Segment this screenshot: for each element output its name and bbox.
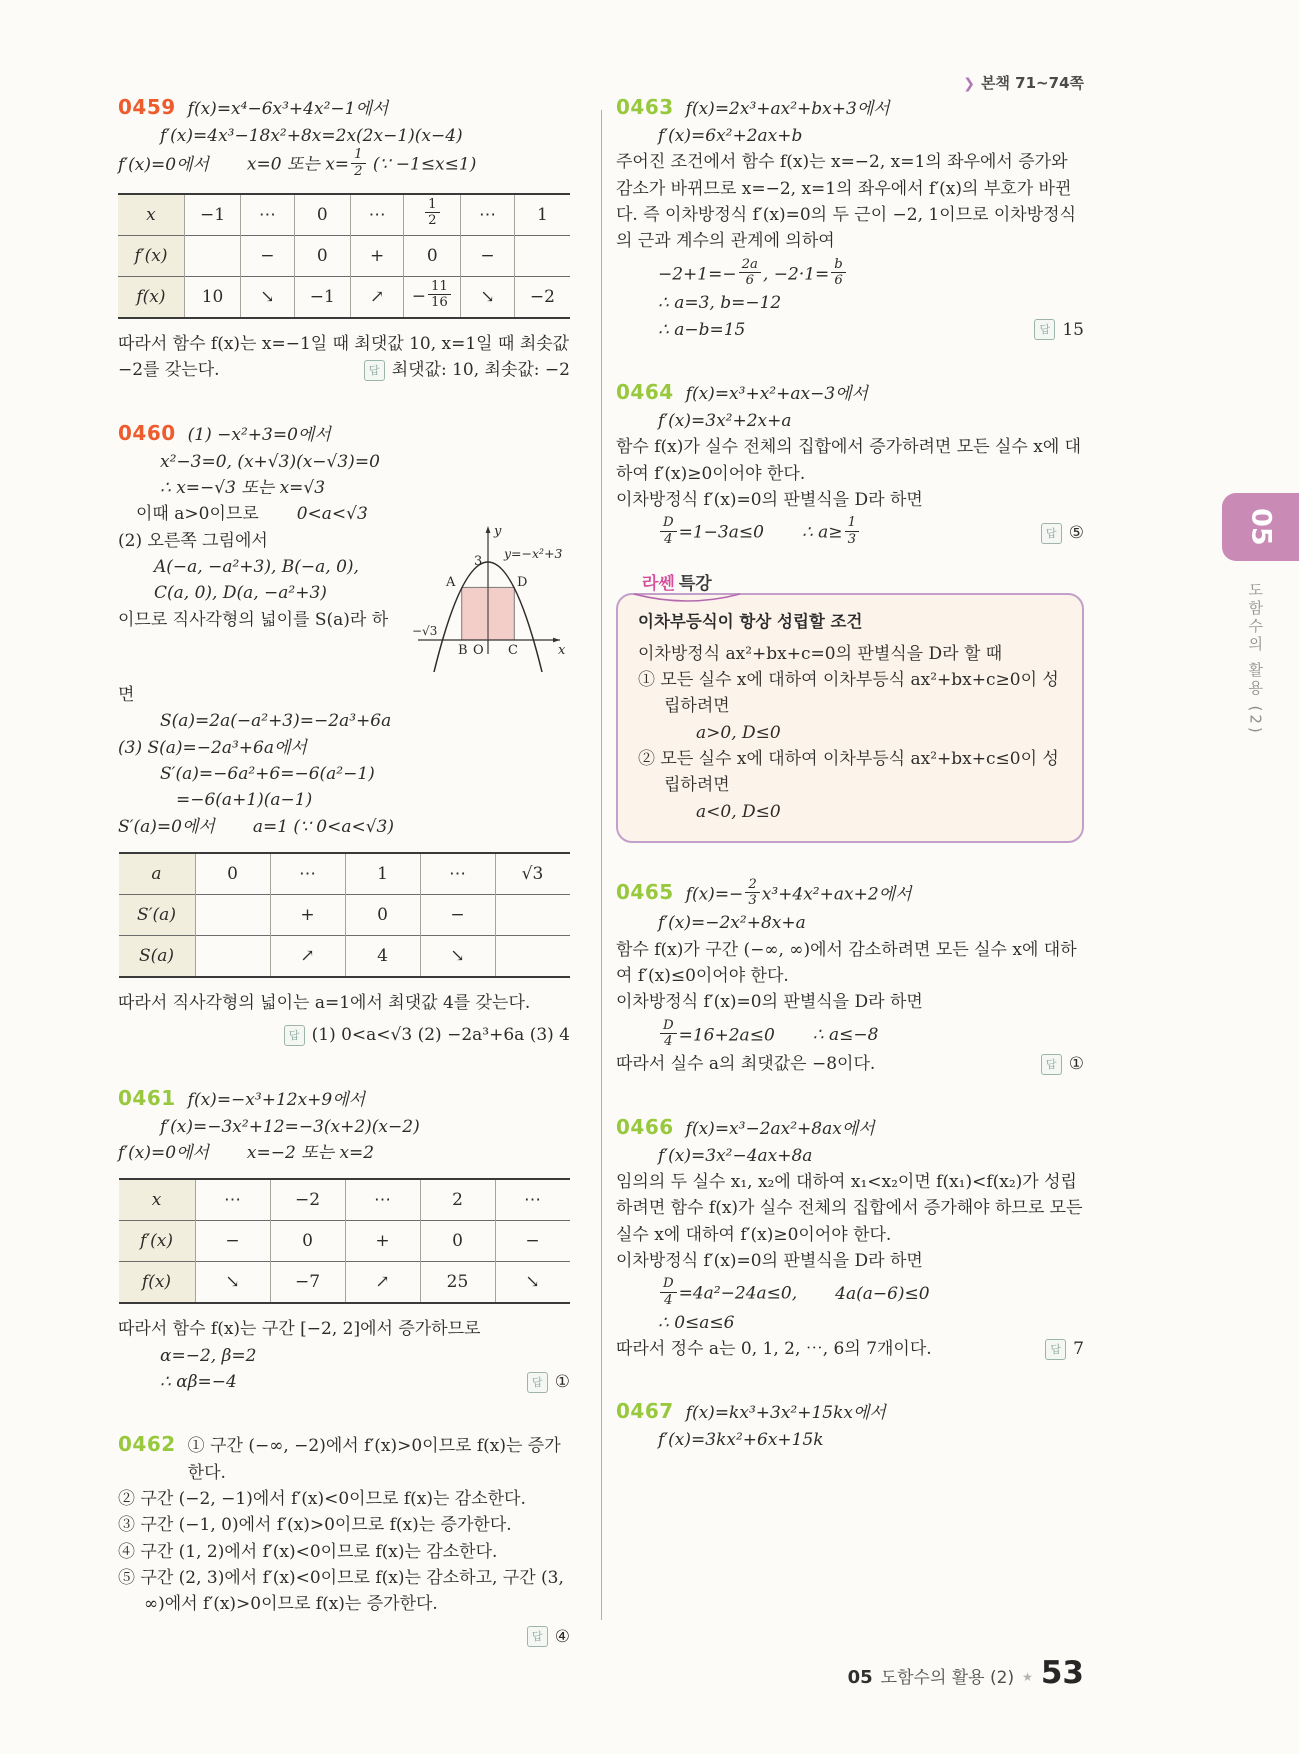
table-cell: ⋯ bbox=[195, 1179, 270, 1221]
table-row-header: S(a) bbox=[119, 935, 196, 977]
table-cell: −2 bbox=[270, 1179, 345, 1221]
paragraph: 이차방정식 f′(x)=0의 판별식을 D라 하면 bbox=[616, 489, 923, 510]
table-row-header: S′(a) bbox=[119, 894, 196, 935]
table-cell: 0 bbox=[404, 235, 461, 276]
table-cell: 0 bbox=[420, 1221, 495, 1262]
answer bbox=[118, 1022, 570, 1048]
footer-chapter-title: 도함수의 활용 (2) bbox=[880, 1668, 1015, 1688]
table-cell bbox=[514, 235, 570, 276]
problem-0463 bbox=[616, 92, 1084, 343]
text-line: 이때 a>0이므로 bbox=[136, 504, 259, 525]
fraction: $\frac{b}{6}$ bbox=[831, 257, 845, 289]
table-cell: − $\frac{11}{16}$ bbox=[404, 276, 461, 318]
fraction: $\frac{2a}{6}$ bbox=[739, 257, 761, 289]
table-cell: ⋯ bbox=[241, 194, 295, 236]
table-cell: − bbox=[495, 1221, 570, 1262]
footer-chapter-number: 05 bbox=[847, 1667, 873, 1688]
fig-point-B: B bbox=[458, 642, 468, 658]
table-cell: 0 bbox=[294, 194, 350, 236]
math-line: ∴ 0≤a≤6 bbox=[658, 1312, 735, 1333]
answer bbox=[118, 1624, 570, 1650]
math-line: −2+1=− $\frac{2a}{6}$ , −2·1= $\frac{b}{6}$ bbox=[658, 259, 1084, 291]
table-cell: ⋯ bbox=[350, 194, 404, 236]
answer-icon: 답 bbox=[1045, 1339, 1066, 1360]
box-line: ② 모든 실수 x에 대하여 이차부등식 ax²+bx+c≤0이 성립하려면 bbox=[638, 749, 1059, 796]
star-icon: ★ bbox=[1022, 1670, 1033, 1684]
answer-value: (1) 0<a<√3 (2) −2a³+6a (3) 4 bbox=[311, 1025, 570, 1046]
math-line: f(x)=− $\frac{2}{3}$ x³+4x²+ax+2에서 bbox=[685, 876, 912, 909]
table-cell: 4 bbox=[345, 935, 420, 977]
math-line: f′(x)=0에서 bbox=[118, 154, 209, 175]
math-line: f(x)=−x³+12x+9에서 bbox=[187, 1089, 366, 1110]
answer-icon: 답 bbox=[1041, 1054, 1062, 1075]
right-column bbox=[616, 92, 1084, 1454]
math-line: ∴ a≥ $\frac{1}{3}$ bbox=[802, 517, 861, 549]
fraction: $\frac{D}{4}$ bbox=[660, 515, 677, 547]
answer bbox=[1041, 1051, 1084, 1077]
math-line: A(−a, −a²+3), B(−a, 0), bbox=[154, 556, 359, 577]
table-row bbox=[118, 194, 570, 236]
table-cell: ↗ bbox=[270, 935, 345, 977]
math-line: f′(x)=6x²+2ax+b bbox=[658, 126, 803, 146]
special-lecture-label bbox=[642, 571, 712, 597]
math-line: a>0, D≤0 bbox=[696, 722, 781, 743]
math-line: (3) S(a)=−2a³+6a에서 bbox=[118, 737, 307, 758]
choice-line: ① 구간 (−∞, −2)에서 f′(x)>0이므로 f(x)는 증가한다. bbox=[187, 1436, 561, 1483]
math-line: f′(x)=3kx²+6x+15k bbox=[658, 1430, 824, 1451]
table-cell: 1 bbox=[345, 853, 420, 895]
box-title: 이차부등식이 항상 성립할 조건 bbox=[638, 612, 863, 632]
problem-number: 0466 bbox=[616, 1114, 674, 1139]
math-line: f′(x)=3x²+2x+a bbox=[658, 410, 792, 431]
table-row bbox=[118, 276, 570, 318]
table-cell: √3 bbox=[495, 853, 570, 895]
math-line: f(x)=2x³+ax²+bx+3에서 bbox=[685, 99, 890, 119]
problem-number: 0464 bbox=[616, 379, 674, 404]
answer bbox=[1041, 520, 1084, 546]
text-line: 이므로 직사각형의 넓이를 S(a)라 하 bbox=[118, 609, 389, 630]
x-axis-arrow bbox=[553, 637, 560, 642]
table-cell: ↘ bbox=[241, 276, 295, 318]
problem-0460 bbox=[118, 418, 570, 1049]
page-footer bbox=[616, 1655, 1084, 1692]
table-cell: 0 bbox=[270, 1221, 345, 1262]
table-cell: ↗ bbox=[350, 276, 404, 318]
fraction: $\frac{D}{4}$ bbox=[660, 1018, 677, 1050]
chapter-number: 05 bbox=[1245, 508, 1277, 546]
table-cell: ⋯ bbox=[461, 194, 515, 236]
table-cell: ⋯ bbox=[420, 853, 495, 895]
problem-number: 0459 bbox=[118, 95, 176, 119]
table-row bbox=[119, 935, 570, 977]
math-line: a=1 (∵ 0<a<√3) bbox=[252, 816, 394, 837]
table-cell bbox=[195, 935, 270, 977]
math-line: S(a)=2a(−a²+3)=−2a³+6a bbox=[160, 711, 392, 732]
math-line: f′(x)=−3x²+12=−3(x+2)(x−2) bbox=[160, 1116, 420, 1137]
answer-icon: 답 bbox=[527, 1626, 548, 1647]
fig-neg-sqrt3: −√3 bbox=[412, 623, 438, 638]
table-cell bbox=[184, 235, 240, 276]
choice-line: ④ 구간 (1, 2)에서 f′(x)<0이므로 f(x)는 감소한다. bbox=[118, 1541, 498, 1562]
math-line: x=−2 또는 x=2 bbox=[246, 1143, 375, 1163]
table-cell: −2 bbox=[514, 276, 570, 318]
table-cell: 0 bbox=[294, 235, 350, 276]
fraction: $\frac{1}{2}$ bbox=[425, 197, 439, 229]
table-cell bbox=[404, 194, 461, 236]
table-cell: ⋯ bbox=[345, 1179, 420, 1221]
problem-0464 bbox=[616, 377, 1084, 843]
fig-y-intercept: 3 bbox=[474, 553, 483, 569]
math-line: $\frac{D}{4}$ =4a²−24a≤0, bbox=[658, 1278, 797, 1310]
table-cell: −1 bbox=[184, 194, 240, 236]
fraction: $\frac{11}{16}$ bbox=[428, 279, 451, 311]
problem-0466 bbox=[616, 1112, 1084, 1363]
math-line: (1) −x²+3=0에서 bbox=[187, 424, 331, 445]
math-line: 4a(a−6)≤0 bbox=[835, 1283, 930, 1304]
problem-0467 bbox=[616, 1396, 1084, 1453]
fraction: $\frac{D}{4}$ bbox=[660, 1276, 677, 1308]
table-row bbox=[119, 1221, 570, 1262]
paragraph: 임의의 두 실수 x₁, x₂에 대하여 x₁<x₂이면 f(x₁)<f(x₂)가 성립하려면 함수 f(x)가 실수 전체의 집합에서 증가해야 하므로 모든 실수 x에 대하여 f′(x)≥0이어야 한다. bbox=[616, 1171, 1083, 1245]
chapter-side-tab bbox=[1222, 493, 1299, 561]
answer-icon: 답 bbox=[527, 1372, 548, 1393]
table-cell: ↘ bbox=[420, 935, 495, 977]
fraction: $\frac{1}{2}$ bbox=[351, 147, 365, 179]
answer-value: 7 bbox=[1073, 1339, 1084, 1360]
answer-icon: 답 bbox=[1034, 319, 1055, 340]
chapter-side-title: 도함수의 활용 (2) bbox=[1246, 582, 1265, 736]
answer-value: ① bbox=[554, 1372, 570, 1393]
table-cell: − bbox=[420, 894, 495, 935]
math-line: =−6(a+1)(a−1) bbox=[176, 790, 313, 811]
text-line: 따라서 함수 f(x)는 구간 [−2, 2]에서 증가하므로 bbox=[118, 1319, 481, 1340]
math-line: α=−2, β=2 bbox=[160, 1345, 257, 1366]
answer-icon: 답 bbox=[1041, 523, 1062, 544]
math-line: f(x)=kx³+3x²+15kx에서 bbox=[685, 1403, 886, 1424]
table-cell: ↘ bbox=[195, 1262, 270, 1304]
problem-number: 0465 bbox=[616, 880, 674, 905]
table-row-header: f′(x) bbox=[118, 235, 184, 276]
table-cell: + bbox=[345, 1221, 420, 1262]
math-line: a<0, D≤0 bbox=[696, 801, 781, 822]
answer bbox=[527, 1369, 570, 1395]
math-line: x=0 또는 x= $\frac{1}{2}$ (∵ −1≤x≤1) bbox=[246, 147, 477, 179]
table-cell: −1 bbox=[294, 276, 350, 318]
paragraph: 이차방정식 f′(x)=0의 판별식을 D라 하면 bbox=[616, 1250, 923, 1271]
table-row bbox=[119, 853, 570, 895]
table-cell: + bbox=[350, 235, 404, 276]
math-line: x²−3=0, (x+√3)(x−√3)=0 bbox=[160, 451, 380, 472]
table-cell bbox=[195, 894, 270, 935]
problem-0459 bbox=[118, 92, 570, 384]
problem-number: 0467 bbox=[616, 1399, 674, 1424]
answer-value: ⑤ bbox=[1068, 522, 1084, 543]
answer-value: ① bbox=[1068, 1054, 1084, 1075]
table-cell bbox=[495, 935, 570, 977]
answer-value: 15 bbox=[1062, 319, 1084, 340]
increase-decrease-table bbox=[119, 852, 570, 978]
math-line: ∴ a≤−8 bbox=[812, 1025, 879, 1046]
problem-0461 bbox=[118, 1083, 570, 1396]
problem-number: 0461 bbox=[118, 1085, 176, 1110]
problem-0465 bbox=[616, 877, 1084, 1077]
table-row-header: a bbox=[119, 853, 196, 895]
fig-point-A: A bbox=[446, 574, 456, 590]
choice-line: ③ 구간 (−1, 0)에서 f′(x)>0이므로 f(x)는 증가한다. bbox=[118, 1515, 512, 1536]
increase-decrease-table bbox=[119, 1178, 570, 1304]
table-cell: + bbox=[270, 894, 345, 935]
table-cell: −7 bbox=[270, 1262, 345, 1304]
parabola-rectangle-figure bbox=[410, 522, 570, 682]
table-cell: − bbox=[461, 235, 515, 276]
text-line: (2) 오른쪽 그림에서 bbox=[118, 530, 268, 551]
math-line: ∴ a−b=15 bbox=[658, 319, 746, 340]
table-cell: 2 bbox=[420, 1179, 495, 1221]
box-line: ① 모든 실수 x에 대하여 이차부등식 ax²+bx+c≥0이 성립하려면 bbox=[638, 670, 1059, 717]
paragraph: 함수 f(x)가 구간 (−∞, ∞)에서 감소하려면 모든 실수 x에 대하여 f′(x)≤0이어야 한다. bbox=[616, 939, 1077, 987]
table-row bbox=[119, 1179, 570, 1221]
fig-y-label: y bbox=[494, 523, 502, 539]
answer bbox=[1045, 1336, 1084, 1362]
table-cell: ⋯ bbox=[495, 1179, 570, 1221]
table-row-header: x bbox=[118, 194, 184, 236]
math-line: S′(a)=0에서 bbox=[118, 816, 215, 837]
math-line: $\frac{D}{4}$ =16+2a≤0 bbox=[658, 1020, 775, 1052]
math-line: S′(a)=−6a²+6=−6(a²−1) bbox=[160, 763, 375, 784]
table-cell: 10 bbox=[184, 276, 240, 318]
math-line: f(x)=x³+x²+ax−3에서 bbox=[685, 383, 868, 404]
fig-x-label: x bbox=[558, 642, 566, 658]
table-cell: ↘ bbox=[495, 1262, 570, 1304]
special-lecture-box bbox=[616, 571, 1084, 843]
table-row-header: f′(x) bbox=[119, 1221, 196, 1262]
page-number: 53 bbox=[1040, 1655, 1084, 1691]
text-line: −2를 갖는다. bbox=[118, 360, 220, 381]
problem-0462 bbox=[118, 1429, 570, 1650]
table-row-header: x bbox=[119, 1179, 196, 1221]
fraction: $\frac{2}{3}$ bbox=[745, 877, 759, 909]
y-axis-arrow bbox=[486, 526, 491, 533]
text-line: 따라서 정수 a는 0, 1, 2, ⋯, 6의 7개이다. bbox=[616, 1339, 932, 1360]
table-row bbox=[119, 894, 570, 935]
text-line: 면 bbox=[118, 684, 135, 705]
math-line: f′(x)=4x³−18x²+8x=2x(2x−1)(x−4) bbox=[160, 126, 463, 146]
table-cell: − bbox=[241, 235, 295, 276]
fig-point-D: D bbox=[517, 574, 528, 590]
problem-number: 0463 bbox=[616, 95, 674, 119]
math-line: $\frac{D}{4}$ =1−3a≤0 bbox=[658, 517, 764, 549]
math-line: 0<a<√3 bbox=[296, 504, 368, 525]
table-row bbox=[119, 1262, 570, 1304]
swoosh-underline bbox=[632, 592, 742, 606]
choice-line: ② 구간 (−2, −1)에서 f′(x)<0이므로 f(x)는 감소한다. bbox=[118, 1489, 526, 1510]
table-row bbox=[118, 235, 570, 276]
answer bbox=[1034, 317, 1084, 343]
fig-curve-label: y=−x²+3 bbox=[504, 545, 563, 561]
answer-icon: 답 bbox=[284, 1025, 305, 1046]
math-line: ∴ a=3, b=−12 bbox=[658, 293, 782, 314]
table-row-header: f(x) bbox=[119, 1262, 196, 1304]
table-row-header: f(x) bbox=[118, 276, 184, 318]
paragraph: 함수 f(x)가 실수 전체의 집합에서 증가하려면 모든 실수 x에 대하여 f′(x)≥0이어야 한다. bbox=[616, 437, 1082, 484]
fraction: $\frac{1}{3}$ bbox=[845, 515, 859, 547]
increase-decrease-table bbox=[118, 193, 570, 319]
table-cell: ↗ bbox=[345, 1262, 420, 1304]
text-line: 따라서 직사각형의 넓이는 a=1에서 최댓값 4를 갖는다. bbox=[118, 992, 531, 1013]
table-cell: 25 bbox=[420, 1262, 495, 1304]
problem-number: 0460 bbox=[118, 420, 176, 445]
left-column bbox=[118, 92, 570, 1650]
math-line: f′(x)=3x²−4ax+8a bbox=[658, 1145, 813, 1166]
paragraph: 이차방정식 f′(x)=0의 판별식을 D라 하면 bbox=[616, 992, 923, 1013]
table-cell: ⋯ bbox=[270, 853, 345, 895]
table-cell: 0 bbox=[195, 853, 270, 895]
table-cell: − bbox=[195, 1221, 270, 1262]
math-line: f′(x)=0에서 bbox=[118, 1143, 209, 1163]
choice-line: ⑤ 구간 (2, 3)에서 f′(x)<0이므로 f(x)는 감소하고, 구간 (3, ∞)에서 f′(x)>0이므로 f(x)는 증가한다. bbox=[118, 1568, 564, 1615]
box-line: 이차방정식 ax²+bx+c=0의 판별식을 D라 할 때 bbox=[638, 643, 1003, 664]
fig-point-C: C bbox=[508, 642, 518, 658]
chevron-icon: ❯ bbox=[963, 76, 975, 92]
math-line: C(a, 0), D(a, −a²+3) bbox=[154, 583, 327, 604]
text-line: 따라서 실수 a의 최댓값은 −8이다. bbox=[616, 1054, 876, 1075]
column-divider bbox=[601, 110, 602, 1620]
math-line: f(x)=x⁴−6x³+4x²−1에서 bbox=[187, 99, 389, 119]
table-cell: 1 bbox=[514, 194, 570, 236]
answer-value: 최댓값: 10, 최솟값: −2 bbox=[391, 360, 570, 381]
table-cell: 0 bbox=[345, 894, 420, 935]
lecture-word: 특강 bbox=[678, 573, 712, 594]
fig-origin: O bbox=[473, 642, 484, 658]
book-page-reference-text: 본책 71~74쪽 bbox=[980, 74, 1084, 92]
math-line: ∴ x=−√3 또는 x=√3 bbox=[160, 477, 326, 498]
answer-icon: 답 bbox=[364, 360, 385, 381]
answer bbox=[364, 357, 570, 383]
brand-label: 라쎈 bbox=[642, 573, 675, 594]
math-line: f′(x)=−2x²+8x+a bbox=[658, 913, 806, 934]
math-line: f(x)=x³−2ax²+8ax에서 bbox=[685, 1118, 875, 1139]
table-cell bbox=[495, 894, 570, 935]
paragraph: 주어진 조건에서 함수 f(x)는 x=−2, x=1의 좌우에서 증가와 감소가 바뀌므로 x=−2, x=1의 좌우에서 f′(x)의 부호가 바뀐다. 즉 이차방정식 f′(x)=0의 두 근이 −2, 1이므로 이차방정식의 근과 계수의 관계에 의하여 bbox=[616, 152, 1076, 252]
math-line: ∴ αβ=−4 bbox=[160, 1372, 237, 1393]
text-line: 따라서 함수 f(x)는 x=−1일 때 최댓값 10, x=1일 때 최솟값 bbox=[118, 333, 570, 354]
answer-value: ④ bbox=[554, 1626, 570, 1647]
problem-number: 0462 bbox=[118, 1432, 176, 1457]
table-cell: ↘ bbox=[461, 276, 515, 318]
